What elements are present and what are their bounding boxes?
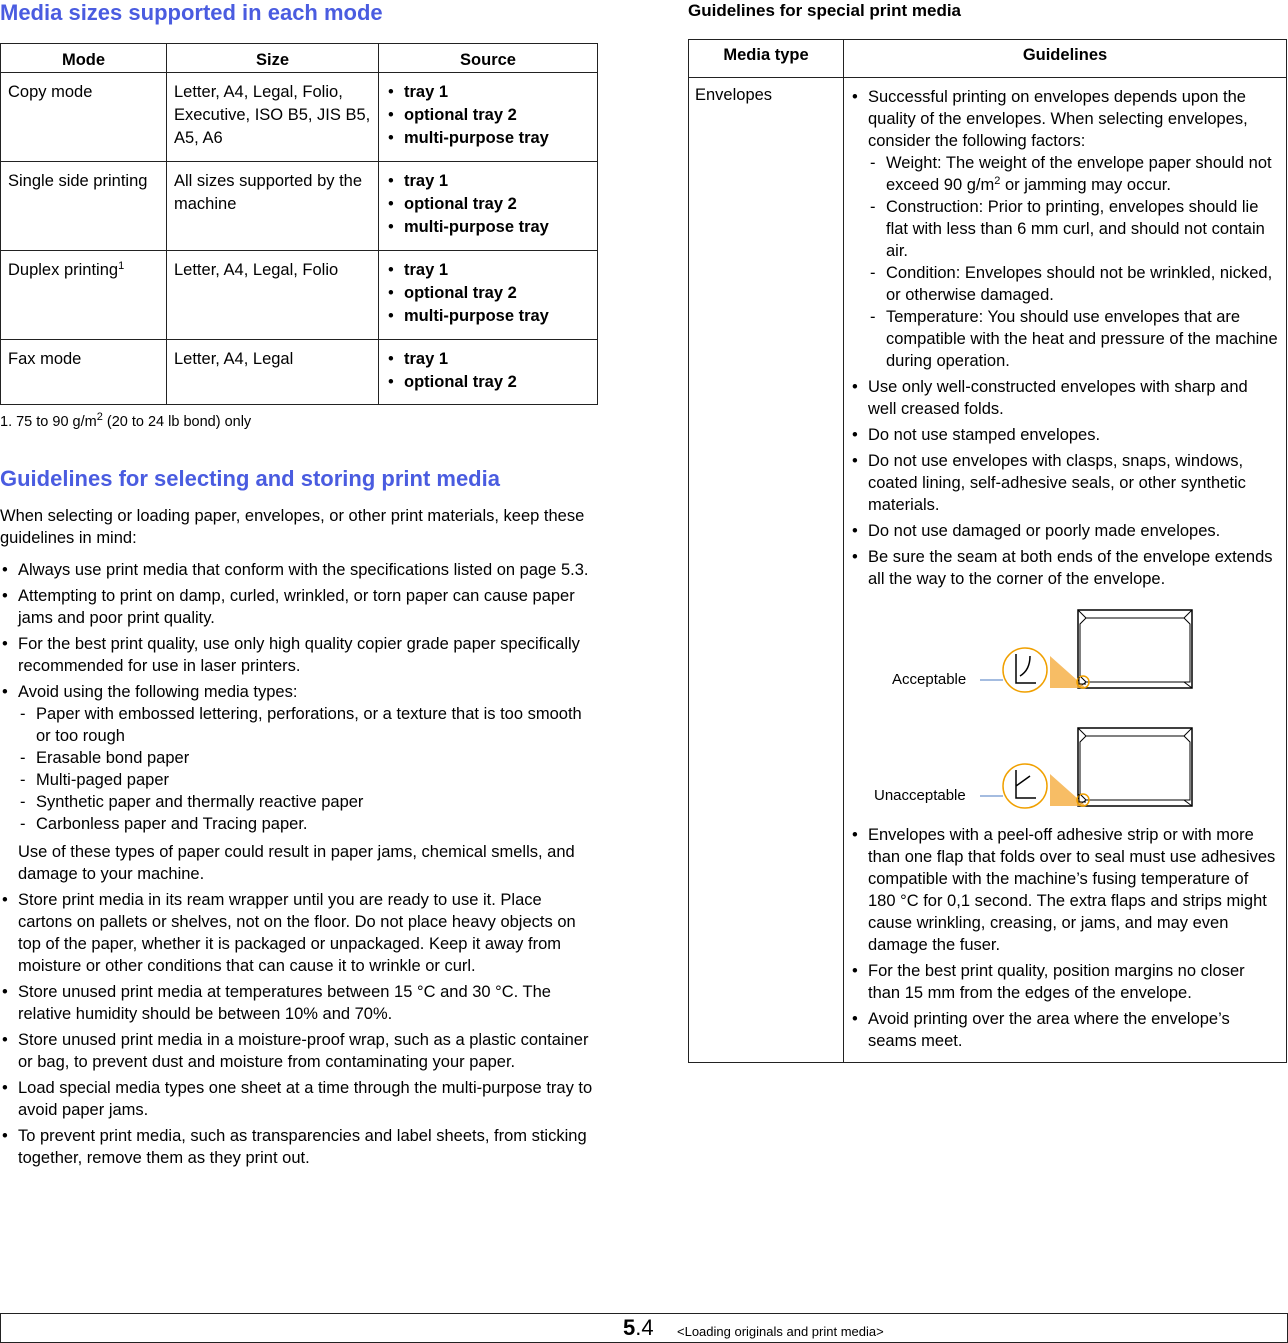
unacceptable-callout	[1003, 764, 1047, 808]
factors-list	[868, 152, 1280, 372]
list-item: - Construction: Prior to printing, envelopes should lie flat with less than 6 mm curl, and should not contain air.	[868, 196, 1280, 262]
source-cell	[379, 73, 598, 162]
list-item: • Always use print media that conform with the specifications listed on page 5.3.	[0, 559, 594, 581]
list-item: • Store unused print media in a moisture-proof wrap, such as a plastic container or bag, to prevent dust and moisture from contaminating your paper.	[0, 1029, 594, 1073]
storing-intro: When selecting or loading paper, envelopes, or other print materials, keep these guidelines in mind:	[0, 507, 585, 547]
list-item: • Store unused print media at temperatures between 15 °C and 30 °C. The relative humidity should be between 10% and 70%.	[0, 981, 594, 1025]
source-item: • multi-purpose tray	[386, 305, 590, 328]
mode-cell: Copy mode	[1, 73, 167, 162]
mode-cell: Duplex printing$^1$	[1, 251, 167, 340]
list-item: • To prevent print media, such as transparencies and label sheets, from sticking together, remove them as they print out.	[0, 1125, 594, 1169]
media-sizes-table	[0, 43, 598, 405]
source-item: • multi-purpose tray	[386, 127, 590, 150]
source-item: • optional tray 2	[386, 193, 590, 216]
list-item: - Condition: Envelopes should not be wrinkled, nicked, or otherwise damaged.	[868, 262, 1280, 306]
storing-list	[0, 559, 594, 1169]
mode-cell: Fax mode	[1, 340, 167, 405]
guidelines-cell	[844, 78, 1287, 1063]
page-number: 5.4	[623, 1315, 654, 1340]
table-row	[1, 340, 598, 405]
footnote: 1. 75 to 90 $g/m^2$ (20 to 24 lb bond) only	[0, 411, 252, 430]
acceptable-label: Acceptable	[892, 671, 967, 688]
size-cell: Letter, A4, Legal, Folio	[167, 251, 379, 340]
list-item: • Use only well-constructed envelopes with sharp and well creased folds.	[850, 376, 1280, 420]
list-item: • Do not use envelopes with clasps, snaps, windows, coated lining, self-adhesive seals, or other synthetic materials.	[850, 450, 1280, 516]
source-item: • optional tray 2	[386, 104, 590, 127]
col-header-source: Source	[379, 44, 598, 73]
list-item: • Do not use stamped envelopes.	[850, 424, 1280, 446]
table-row	[689, 78, 1287, 1063]
list-item: - Paper with embossed lettering, perforations, or a texture that is too smooth or too rough	[18, 703, 594, 747]
envelope-diagram	[850, 590, 1280, 820]
source-item: • optional tray 2	[386, 371, 590, 394]
list-item: - Weight: The weight of the envelope paper should not exceed 90 $g/m^2$ or jamming may occur.	[868, 152, 1280, 196]
list-item: • Store print media in its ream wrapper until you are ready to use it. Place cartons on pallets or shelves, not on the floor. Do not place heavy objects on top of the paper, whether it is packaged or unpackaged. Keep it away from moisture or other conditions that can cause it to wrinkle or curl.	[0, 889, 594, 977]
source-cell	[379, 162, 598, 251]
media-sizes-heading: Media sizes supported in each mode	[0, 0, 383, 25]
unacceptable-envelope	[1050, 728, 1192, 806]
table-header-row	[1, 44, 598, 73]
envelope-seam-figure	[850, 590, 1280, 820]
special-media-heading: Guidelines for special print media	[688, 1, 962, 20]
left-column	[0, 0, 600, 1169]
list-item: • Attempting to print on damp, curled, wrinkled, or torn paper can cause paper jams and poor print quality.	[0, 585, 594, 629]
source-item: • multi-purpose tray	[386, 216, 590, 239]
size-cell: Letter, A4, Legal	[167, 340, 379, 405]
page-footer	[0, 1313, 1288, 1343]
avoid-list	[18, 703, 594, 835]
table-row	[1, 162, 598, 251]
list-item: • For the best print quality, position margins no closer than 15 mm from the edges of the envelope.	[850, 960, 1280, 1004]
source-item: • tray 1	[386, 348, 590, 371]
list-item: - Erasable bond paper	[18, 747, 594, 769]
media-type-cell: Envelopes	[689, 78, 844, 1063]
table-header-row	[689, 40, 1287, 78]
col-header-size: Size	[167, 44, 379, 73]
list-item: • Do not use damaged or poorly made envelopes.	[850, 520, 1280, 542]
list-item: • Avoid using the following media types: - Paper with embossed lettering, perforations, or a texture that is too smooth or too rough - Erasable bond paper - Multi-paged paper - Synthetic paper and thermally reactive paper - Carbonless paper and Tracing paper. Use of these types of paper could result in paper jams, chemical smells, and damage to your machine.	[0, 681, 594, 885]
list-item: • Be sure the seam at both ends of the envelope extends all the way to the corner of the envelope.	[850, 546, 1280, 590]
list-item: - Temperature: You should use envelopes that are compatible with the heat and pressure of the machine during operation.	[868, 306, 1280, 372]
col-header-media-type: Media type	[689, 40, 844, 78]
list-item: - Multi-paged paper	[18, 769, 594, 791]
list-item: • Load special media types one sheet at a time through the multi-purpose tray to avoid paper jams.	[0, 1077, 594, 1121]
col-header-mode: Mode	[1, 44, 167, 73]
source-item: • tray 1	[386, 259, 590, 282]
list-item: • Avoid printing over the area where the envelope’s seams meet.	[850, 1008, 1280, 1052]
table-row	[1, 73, 598, 162]
chapter-title: <Loading originals and print media>	[677, 1324, 884, 1339]
footnote-ref: 1	[118, 260, 125, 272]
list-item: • For the best print quality, use only high quality copier grade paper specifically recommended for use in laser printers.	[0, 633, 594, 677]
size-cell: All sizes supported by the machine	[167, 162, 379, 251]
unacceptable-label: Unacceptable	[874, 787, 966, 804]
col-header-guidelines: Guidelines	[844, 40, 1287, 78]
acceptable-envelope	[1050, 610, 1192, 688]
avoid-note: Use of these types of paper could result in paper jams, chemical smells, and damage to your machine.	[18, 843, 575, 883]
list-item: - Synthetic paper and thermally reactive paper	[18, 791, 594, 813]
source-item: • optional tray 2	[386, 282, 590, 305]
table-row	[1, 251, 598, 340]
source-cell	[379, 251, 598, 340]
right-column	[688, 0, 1288, 1063]
source-cell	[379, 340, 598, 405]
special-media-table	[688, 39, 1287, 1063]
source-item: • tray 1	[386, 170, 590, 193]
list-item: • Envelopes with a peel-off adhesive strip or with more than one flap that folds over to seal must use adhesives compatible with the machine’s fusing temperature of 180 °C for 0,1 second. The extra flaps and strips might cause wrinkling, creasing, or jams, and may even damage the fuser.	[850, 824, 1280, 956]
size-cell: Letter, A4, Legal, Folio, Executive, ISO B5, JIS B5, A5, A6	[167, 73, 379, 162]
acceptable-callout	[1003, 648, 1047, 692]
mode-cell: Single side printing	[1, 162, 167, 251]
source-item: • tray 1	[386, 81, 590, 104]
list-item: - Carbonless paper and Tracing paper.	[18, 813, 594, 835]
storing-heading: Guidelines for selecting and storing print media	[0, 466, 500, 491]
list-item: • Successful printing on envelopes depends upon the quality of the envelopes. When selecting envelopes, consider the following factors: - Weight: The weight of the envelope paper should not exceed 90 $g/m^2$ or jamming may occur. - Construction: Prior to printing, envelopes should lie flat with less than 6 mm curl, and should not contain air. - Condition: Envelopes should not be wrinkled, nicked, or otherwise damaged. - Temperature: You should use envelopes that are compatible with the heat and pressure of the machine during operation.	[850, 86, 1280, 372]
